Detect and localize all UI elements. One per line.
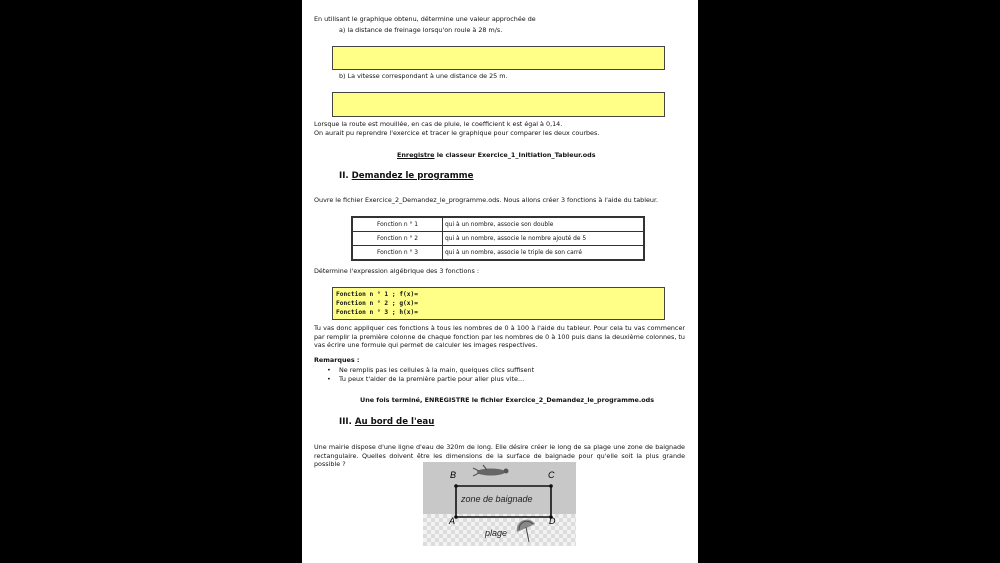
answer-f: Fonction n ° 1 ; f(x)= [336, 291, 418, 298]
section-3-number: III. [339, 417, 352, 427]
answer-h: Fonction n ° 3 ; h(x)= [336, 309, 418, 316]
function-name: Fonction n ° 3 [352, 246, 443, 261]
q1-part-b: b) La vitesse correspondant à une distance de 25 m. [339, 72, 508, 80]
point-b [454, 484, 458, 488]
table-row [352, 232, 644, 246]
remark-1: Ne remplis pas les cellules à la main, quelques clics suffisent [339, 366, 535, 374]
wet-road-text: Lorsque la route est mouillée, en cas de pluie, le coefficient k est égal à 0,14. [314, 120, 563, 128]
function-description: qui à un nombre, associe son double [443, 217, 645, 232]
function-description: qui à un nombre, associe le nombre ajouté de 5 [443, 232, 645, 246]
beach-label: plage [485, 528, 508, 538]
section-2-heading [339, 171, 473, 181]
label-d: D [549, 516, 556, 526]
function-description: qui à un nombre, associe le triple de son carré [443, 246, 645, 261]
label-c: C [548, 470, 555, 480]
q1-intro: En utilisant le graphique obtenu, détermine une valeur approchée de [314, 15, 536, 23]
open-file-text: Ouvre le fichier Exercice_2_Demandez_le_programme.ods. Nous allons créer 3 fonctions à l'aide du tableur. [314, 196, 659, 204]
answer-box-b[interactable] [332, 92, 665, 117]
section-2-number: II. [339, 171, 349, 181]
save-word: Enregistre [397, 151, 435, 159]
zone-label: zone de baignade [461, 494, 533, 504]
save-filename: le classeur Exercice_1_Initiation_Tableur.ods [434, 151, 596, 159]
answer-g: Fonction n ° 2 ; g(x)= [336, 300, 418, 307]
function-name: Fonction n ° 1 [352, 217, 443, 232]
swim-zone-problem: Une mairie dispose d'une ligne d'eau de 320m de long. Elle désire créer le long de sa plage une zone de baignade rectangulaire. Quelles doivent être les dimensions de la surface de baignade pour qu'elle soit la plus grande possible ? [314, 443, 685, 468]
functions-answer-box[interactable] [332, 287, 665, 320]
compare-curves-text: On aurait pu reprendre l'exercice et tracer le graphique pour comparer les deux courbes. [314, 129, 600, 137]
remark-2: Tu peux t'aider de la première partie pour aller plus vite… [339, 375, 525, 383]
table-row [352, 217, 644, 232]
bullet-icon: • [327, 375, 331, 383]
q1-part-a: a) la distance de freinage lorsqu'on roule à 28 m/s. [339, 26, 503, 34]
section-3-heading [339, 417, 434, 427]
label-b: B [450, 470, 457, 480]
bullet-icon: • [327, 366, 331, 374]
answer-box-a[interactable] [332, 46, 665, 70]
point-c [549, 484, 553, 488]
beach-figure [423, 462, 576, 546]
functions-table [351, 216, 645, 261]
save-instruction-2: Une fois terminé, ENREGISTRE le fichier Exercice_2_Demandez_le_programme.ods [360, 396, 655, 404]
section-2-title: Demandez le programme [351, 171, 474, 181]
function-name: Fonction n ° 2 [352, 232, 443, 246]
section-3-title: Au bord de l'eau [354, 417, 435, 427]
label-a: A [449, 516, 456, 526]
save-instruction-1 [397, 151, 596, 160]
document-page [302, 0, 698, 563]
table-row [352, 246, 644, 261]
apply-functions-text: Tu vas donc appliquer ces fonctions à tous les nombres de 0 à 100 à l'aide du tableur. Pour cela tu vas commencer par remplir la première colonne de chaque fonction par les nombres de 0 à 100 puis dans la deuxième colonnes, tu vas écrire une formule qui permet de calculer les images respectives. [314, 324, 685, 349]
determine-text: Détermine l'expression algébrique des 3 fonctions : [314, 267, 479, 275]
remarks-label: Remarques : [314, 356, 360, 364]
